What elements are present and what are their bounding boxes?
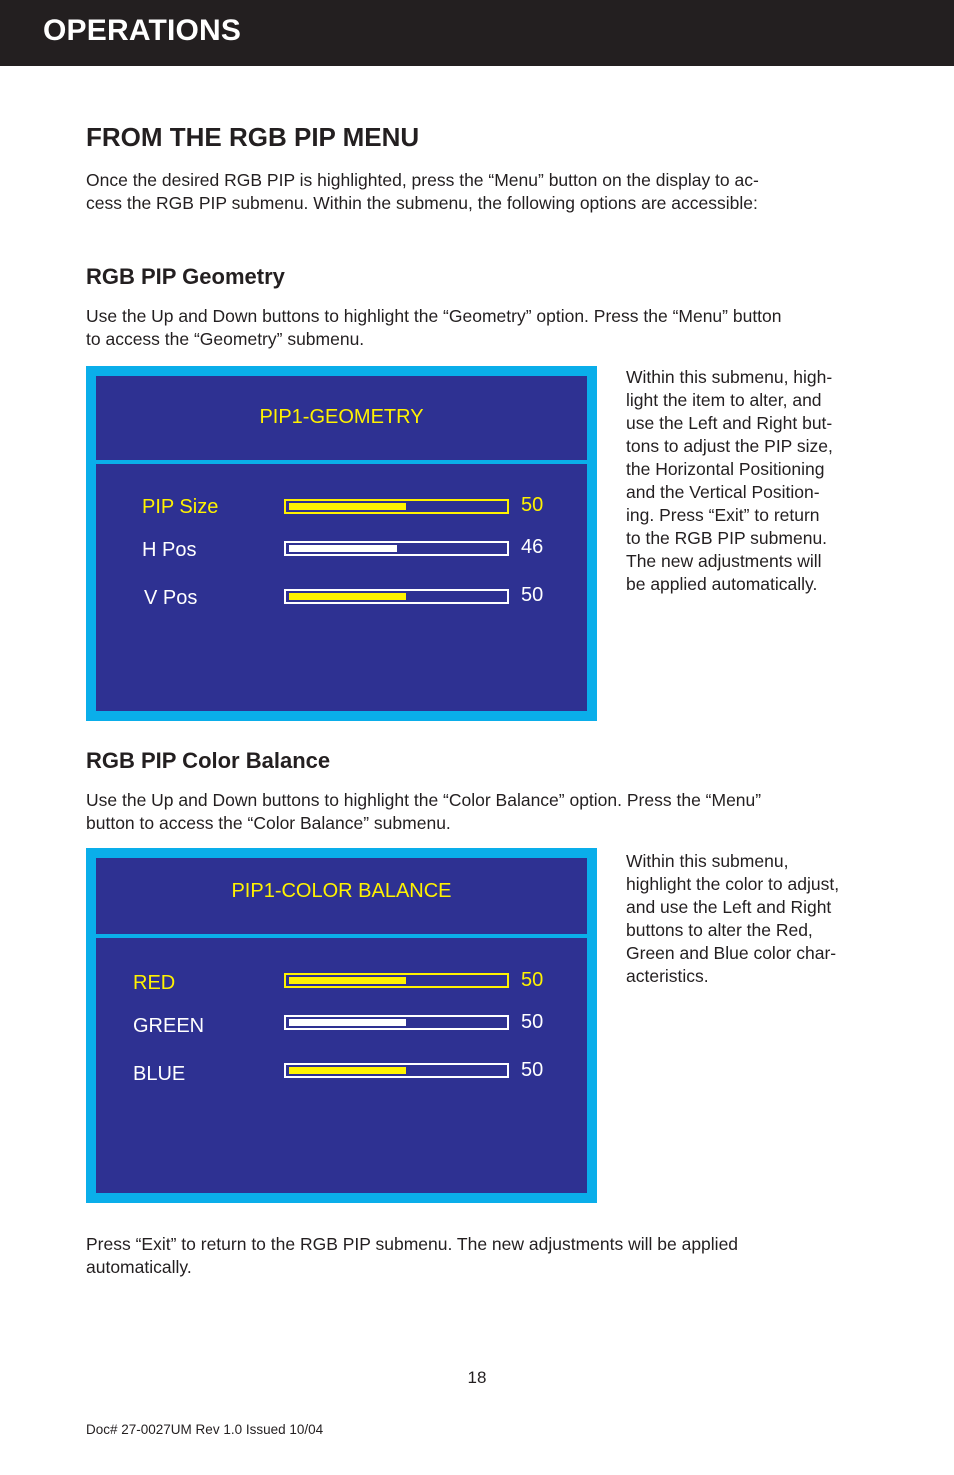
osd-item-green[interactable]: GREEN bbox=[133, 1015, 205, 1037]
h-pos-slider-fill bbox=[289, 545, 397, 552]
side-note-line: The new adjustments will bbox=[626, 551, 822, 571]
side-note-line: and the Vertical Position- bbox=[626, 482, 820, 502]
osd-menu-body bbox=[96, 938, 587, 1193]
color-balance-side-note bbox=[626, 850, 876, 988]
blue-value: 50 bbox=[521, 1059, 544, 1081]
side-note-line: to the RGB PIP submenu. bbox=[626, 528, 828, 548]
geometry-side-note bbox=[626, 366, 876, 596]
side-note-line: light the item to alter, and bbox=[626, 390, 822, 410]
red-slider[interactable] bbox=[284, 973, 509, 988]
geometry-osd-screen bbox=[86, 366, 597, 721]
document-number: Doc# 27-0027UM Rev 1.0 Issued 10/04 bbox=[86, 1422, 324, 1437]
side-note-line: highlight the color to adjust, bbox=[626, 874, 840, 894]
closing-line: Press “Exit” to return to the RGB PIP submenu. The new adjustments will be applied bbox=[86, 1234, 739, 1254]
side-note-line: tons to adjust the PIP size, bbox=[626, 436, 833, 456]
green-slider[interactable] bbox=[284, 1015, 509, 1030]
osd-menu-body bbox=[96, 464, 587, 711]
closing-paragraph bbox=[86, 1233, 876, 1279]
h-pos-slider[interactable] bbox=[284, 541, 509, 556]
v-pos-slider[interactable] bbox=[284, 589, 509, 604]
side-note-line: buttons to alter the Red, bbox=[626, 920, 813, 940]
page-heading: FROM THE RGB PIP MENU bbox=[86, 122, 420, 152]
green-slider-fill bbox=[289, 1019, 406, 1026]
red-slider-fill bbox=[289, 977, 406, 984]
geometry-intro-line: Use the Up and Down buttons to highlight the “Geometry” option. Press the “Menu” button bbox=[86, 306, 782, 326]
pip-size-value: 50 bbox=[521, 494, 544, 516]
osd-title-bar bbox=[96, 376, 587, 460]
side-note-line: the Horizontal Positioning bbox=[626, 459, 825, 479]
intro-line: Once the desired RGB PIP is highlighted, press the “Menu” button on the display to ac- bbox=[86, 170, 759, 190]
side-note-line: acteristics. bbox=[626, 966, 709, 986]
h-pos-value: 46 bbox=[521, 536, 544, 558]
side-note-line: Green and Blue color char- bbox=[626, 943, 837, 963]
side-note-line: Within this submenu, high- bbox=[626, 367, 833, 387]
side-note-line: be applied automatically. bbox=[626, 574, 818, 594]
page-header bbox=[0, 0, 954, 66]
osd-item-pip-size[interactable]: PIP Size bbox=[142, 496, 219, 518]
color-balance-osd-screen bbox=[86, 848, 597, 1203]
side-note-line: and use the Left and Right bbox=[626, 897, 832, 917]
intro-line: cess the RGB PIP submenu. Within the submenu, the following options are accessible: bbox=[86, 193, 758, 213]
pip-size-slider-fill bbox=[289, 503, 406, 510]
geometry-intro-line: to access the “Geometry” submenu. bbox=[86, 329, 365, 349]
osd-title: PIP1-GEOMETRY bbox=[259, 406, 424, 428]
blue-slider[interactable] bbox=[284, 1063, 509, 1078]
osd-title: PIP1-COLOR BALANCE bbox=[231, 880, 452, 902]
geometry-intro bbox=[86, 305, 876, 351]
color-balance-intro-line: button to access the “Color Balance” submenu. bbox=[86, 813, 451, 833]
red-value: 50 bbox=[521, 969, 544, 991]
side-note-line: use the Left and Right but- bbox=[626, 413, 833, 433]
color-balance-heading: RGB PIP Color Balance bbox=[86, 748, 331, 773]
page-number: 18 bbox=[467, 1368, 487, 1387]
osd-item-red[interactable]: RED bbox=[133, 972, 176, 994]
color-balance-intro-line: Use the Up and Down buttons to highlight the “Color Balance” option. Press the “Menu” bbox=[86, 790, 762, 810]
osd-title-bar bbox=[96, 858, 587, 942]
side-note-line: Within this submenu, bbox=[626, 851, 789, 871]
color-balance-intro bbox=[86, 789, 876, 835]
green-value: 50 bbox=[521, 1011, 544, 1033]
pip-size-slider[interactable] bbox=[284, 499, 509, 514]
side-note-line: ing. Press “Exit” to return bbox=[626, 505, 820, 525]
geometry-heading: RGB PIP Geometry bbox=[86, 264, 285, 289]
closing-line: automatically. bbox=[86, 1257, 192, 1277]
section-title: OPERATIONS bbox=[43, 14, 242, 47]
blue-slider-fill bbox=[289, 1067, 406, 1074]
v-pos-value: 50 bbox=[521, 584, 544, 606]
osd-item-h-pos[interactable]: H Pos bbox=[142, 539, 197, 561]
osd-item-blue[interactable]: BLUE bbox=[133, 1063, 186, 1085]
v-pos-slider-fill bbox=[289, 593, 406, 600]
osd-item-v-pos[interactable]: V Pos bbox=[144, 587, 198, 609]
intro-paragraph bbox=[86, 169, 876, 215]
